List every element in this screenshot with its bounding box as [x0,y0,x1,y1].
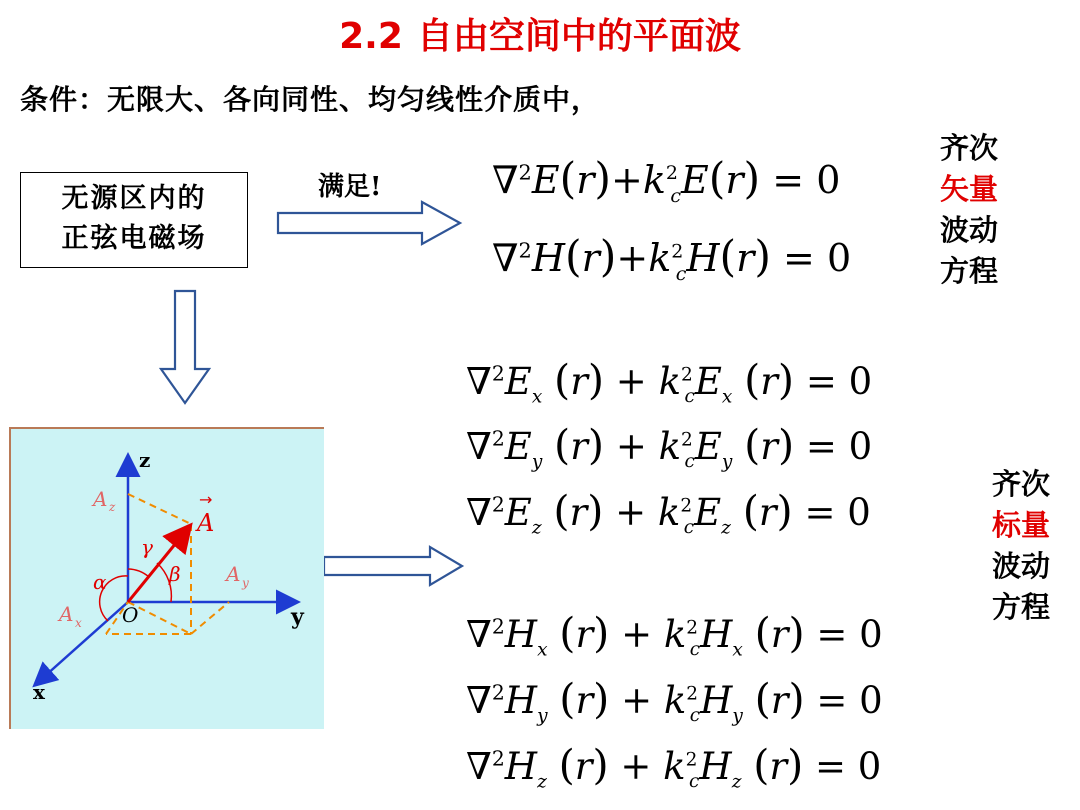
right-arrow-icon [318,541,470,593]
vector-angle-diagram [11,429,324,729]
title-text: 自由空间中的平面波 [416,16,741,57]
slide-title [0,8,1080,59]
vector-equation-H: $\nabla^2H(r)+k^2_cH(r) = 0$ [492,232,852,285]
svg-text:β: β [169,562,181,586]
source-box-line1: 无源区内的 [61,183,207,214]
svg-text:O: O [122,603,139,627]
svg-text:y: y [242,576,249,590]
svg-text:x: x [33,680,45,704]
x-axis [36,602,128,684]
source-box [20,172,248,268]
source-box-line2: 正弦电磁场 [61,223,207,254]
satisfy-label: 满足! [318,172,382,202]
title-number: 2.2 [339,16,403,57]
svg-text:z: z [139,448,151,472]
svg-text:y: y [291,604,304,630]
condition-text: 条件：无限大、各向同性、均匀线性介质中， [20,83,601,116]
svg-text:z: z [109,500,116,514]
scalar-equation-Ey: $\nabla^2E_y$ $(r) + k^2_cE_y$ (r) = 0 [466,421,873,473]
down-arrow-icon [155,286,217,410]
svg-text:α: α [93,570,107,594]
scalar-equation-Ez: $\nabla^2E_z$ $(r) + k^2_cE_z$ (r) = 0 [466,487,871,539]
coordinate-diagram [9,427,324,729]
svg-text:→: → [199,490,213,509]
right-arrow-icon [272,196,467,252]
scalar-equation-Ex: $\nabla^2E_x$ $(r) + k^2_cE_x$ (r) = 0 [466,356,873,408]
svg-text:A: A [197,509,215,537]
scalar-equation-Hy: $\nabla^2H_y$ $(r) + k^2_cH_y$ (r) = 0 [466,675,883,727]
svg-text:γ: γ [141,535,153,559]
svg-text:x: x [75,616,82,630]
svg-text:A: A [93,487,108,511]
scalar-equation-Hx: $\nabla^2H_x$ $(r) + k^2_cH_x$ (r) = 0 [466,609,883,661]
vector-equation-E: $\nabla^2E(r)+k^2_cE(r) = 0$ [492,154,841,207]
svg-text:A: A [59,602,74,626]
scalar-equation-Hz: $\nabla^2H_z$ $(r) + k^2_cH_z$ (r) = 0 [466,741,882,793]
vector-wave-label: 齐次 矢量 波动 方程 [940,131,999,288]
svg-text:A: A [226,562,241,586]
scalar-wave-label: 齐次 标量 波动 方程 [992,467,1051,624]
